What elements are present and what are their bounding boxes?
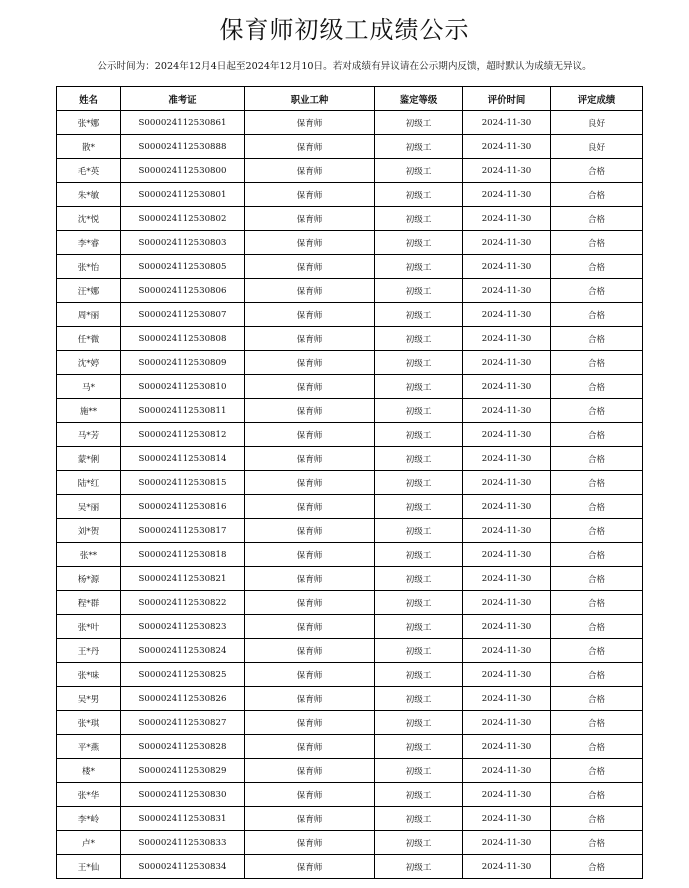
table-row xyxy=(57,615,643,639)
cell-eval-date: 2024-11-30 xyxy=(463,543,551,567)
cell-result: 合格 xyxy=(551,423,643,447)
cell-level: 初级工 xyxy=(375,327,463,351)
cell-result: 合格 xyxy=(551,567,643,591)
cell-level: 初级工 xyxy=(375,279,463,303)
cell-occupation: 保育师 xyxy=(245,831,375,855)
cell-exam-id: S000024112530811 xyxy=(121,399,245,423)
cell-result: 合格 xyxy=(551,399,643,423)
table-body xyxy=(57,111,643,879)
cell-eval-date: 2024-11-30 xyxy=(463,711,551,735)
cell-name: 散* xyxy=(57,135,121,159)
header-level: 鉴定等级 xyxy=(375,87,463,111)
table-row xyxy=(57,711,643,735)
cell-name: 张** xyxy=(57,543,121,567)
cell-result: 合格 xyxy=(551,855,643,879)
cell-exam-id: S000024112530831 xyxy=(121,807,245,831)
cell-eval-date: 2024-11-30 xyxy=(463,735,551,759)
cell-level: 初级工 xyxy=(375,759,463,783)
cell-eval-date: 2024-11-30 xyxy=(463,807,551,831)
cell-result: 合格 xyxy=(551,231,643,255)
cell-occupation: 保育师 xyxy=(245,495,375,519)
table-row xyxy=(57,783,643,807)
cell-occupation: 保育师 xyxy=(245,783,375,807)
cell-eval-date: 2024-11-30 xyxy=(463,855,551,879)
cell-result: 合格 xyxy=(551,711,643,735)
cell-eval-date: 2024-11-30 xyxy=(463,135,551,159)
cell-level: 初级工 xyxy=(375,831,463,855)
cell-eval-date: 2024-11-30 xyxy=(463,231,551,255)
cell-exam-id: S000024112530817 xyxy=(121,519,245,543)
cell-exam-id: S000024112530826 xyxy=(121,687,245,711)
table-row xyxy=(57,207,643,231)
cell-name: 李*岭 xyxy=(57,807,121,831)
cell-result: 合格 xyxy=(551,159,643,183)
cell-eval-date: 2024-11-30 xyxy=(463,615,551,639)
cell-exam-id: S000024112530829 xyxy=(121,759,245,783)
cell-level: 初级工 xyxy=(375,855,463,879)
cell-exam-id: S000024112530806 xyxy=(121,279,245,303)
cell-level: 初级工 xyxy=(375,591,463,615)
cell-name: 吴*丽 xyxy=(57,495,121,519)
cell-exam-id: S000024112530807 xyxy=(121,303,245,327)
table-row xyxy=(57,135,643,159)
table-row xyxy=(57,471,643,495)
publicity-notice: 公示时间为：2024年12月4日起至2024年12月10日。若对成绩有异议请在公示期内反馈，超时默认为成绩无异议。 xyxy=(97,61,592,72)
table-row xyxy=(57,495,643,519)
table-row xyxy=(57,639,643,663)
cell-result: 合格 xyxy=(551,471,643,495)
table-row xyxy=(57,327,643,351)
cell-eval-date: 2024-11-30 xyxy=(463,567,551,591)
cell-exam-id: S000024112530888 xyxy=(121,135,245,159)
cell-occupation: 保育师 xyxy=(245,303,375,327)
cell-name: 张*琪 xyxy=(57,711,121,735)
cell-occupation: 保育师 xyxy=(245,351,375,375)
cell-occupation: 保育师 xyxy=(245,855,375,879)
cell-name: 沈*婷 xyxy=(57,351,121,375)
cell-level: 初级工 xyxy=(375,663,463,687)
cell-result: 合格 xyxy=(551,783,643,807)
cell-name: 张*娜 xyxy=(57,111,121,135)
cell-level: 初级工 xyxy=(375,399,463,423)
cell-exam-id: S000024112530834 xyxy=(121,855,245,879)
cell-exam-id: S000024112530803 xyxy=(121,231,245,255)
cell-name: 周*丽 xyxy=(57,303,121,327)
cell-level: 初级工 xyxy=(375,519,463,543)
table-row xyxy=(57,447,643,471)
cell-level: 初级工 xyxy=(375,351,463,375)
table-row xyxy=(57,279,643,303)
cell-eval-date: 2024-11-30 xyxy=(463,183,551,207)
cell-result: 合格 xyxy=(551,759,643,783)
table-row xyxy=(57,807,643,831)
cell-name: 沈*悦 xyxy=(57,207,121,231)
cell-level: 初级工 xyxy=(375,135,463,159)
cell-level: 初级工 xyxy=(375,423,463,447)
table-row xyxy=(57,519,643,543)
cell-occupation: 保育师 xyxy=(245,423,375,447)
cell-result: 合格 xyxy=(551,375,643,399)
cell-result: 合格 xyxy=(551,687,643,711)
cell-name: 吴*男 xyxy=(57,687,121,711)
cell-level: 初级工 xyxy=(375,255,463,279)
cell-level: 初级工 xyxy=(375,231,463,255)
cell-eval-date: 2024-11-30 xyxy=(463,471,551,495)
cell-exam-id: S000024112530815 xyxy=(121,471,245,495)
cell-eval-date: 2024-11-30 xyxy=(463,111,551,135)
cell-occupation: 保育师 xyxy=(245,735,375,759)
cell-name: 王*丹 xyxy=(57,639,121,663)
cell-name: 朱*敏 xyxy=(57,183,121,207)
cell-exam-id: S000024112530830 xyxy=(121,783,245,807)
header-result: 评定成绩 xyxy=(551,87,643,111)
cell-exam-id: S000024112530802 xyxy=(121,207,245,231)
cell-eval-date: 2024-11-30 xyxy=(463,783,551,807)
cell-name: 张*叶 xyxy=(57,615,121,639)
cell-name: 楼* xyxy=(57,759,121,783)
cell-occupation: 保育师 xyxy=(245,279,375,303)
table-row xyxy=(57,351,643,375)
page-title: 保育师初级工成绩公示 xyxy=(219,16,470,44)
cell-exam-id: S000024112530822 xyxy=(121,591,245,615)
cell-name: 李*睿 xyxy=(57,231,121,255)
cell-level: 初级工 xyxy=(375,111,463,135)
cell-result: 合格 xyxy=(551,519,643,543)
cell-result: 合格 xyxy=(551,447,643,471)
cell-name: 程*群 xyxy=(57,591,121,615)
cell-eval-date: 2024-11-30 xyxy=(463,831,551,855)
cell-result: 合格 xyxy=(551,663,643,687)
cell-occupation: 保育师 xyxy=(245,207,375,231)
cell-occupation: 保育师 xyxy=(245,567,375,591)
cell-level: 初级工 xyxy=(375,543,463,567)
cell-name: 蒙*俐 xyxy=(57,447,121,471)
cell-level: 初级工 xyxy=(375,303,463,327)
cell-name: 马*芳 xyxy=(57,423,121,447)
cell-exam-id: S000024112530810 xyxy=(121,375,245,399)
cell-eval-date: 2024-11-30 xyxy=(463,663,551,687)
table-row xyxy=(57,375,643,399)
cell-exam-id: S000024112530809 xyxy=(121,351,245,375)
cell-eval-date: 2024-11-30 xyxy=(463,519,551,543)
cell-result: 合格 xyxy=(551,639,643,663)
cell-level: 初级工 xyxy=(375,183,463,207)
cell-eval-date: 2024-11-30 xyxy=(463,255,551,279)
cell-name: 平*燕 xyxy=(57,735,121,759)
cell-result: 合格 xyxy=(551,303,643,327)
cell-level: 初级工 xyxy=(375,495,463,519)
cell-eval-date: 2024-11-30 xyxy=(463,351,551,375)
cell-occupation: 保育师 xyxy=(245,639,375,663)
table-row xyxy=(57,591,643,615)
cell-eval-date: 2024-11-30 xyxy=(463,279,551,303)
cell-occupation: 保育师 xyxy=(245,375,375,399)
header-eval-date: 评价时间 xyxy=(463,87,551,111)
table-row xyxy=(57,663,643,687)
cell-exam-id: S000024112530805 xyxy=(121,255,245,279)
cell-eval-date: 2024-11-30 xyxy=(463,495,551,519)
cell-eval-date: 2024-11-30 xyxy=(463,447,551,471)
header-row xyxy=(57,87,643,111)
cell-result: 合格 xyxy=(551,279,643,303)
cell-exam-id: S000024112530801 xyxy=(121,183,245,207)
cell-level: 初级工 xyxy=(375,615,463,639)
cell-result: 良好 xyxy=(551,135,643,159)
cell-result: 合格 xyxy=(551,207,643,231)
cell-name: 张*怡 xyxy=(57,255,121,279)
cell-level: 初级工 xyxy=(375,447,463,471)
cell-result: 合格 xyxy=(551,543,643,567)
cell-level: 初级工 xyxy=(375,567,463,591)
cell-name: 任*微 xyxy=(57,327,121,351)
table-row xyxy=(57,735,643,759)
cell-occupation: 保育师 xyxy=(245,687,375,711)
cell-eval-date: 2024-11-30 xyxy=(463,375,551,399)
cell-name: 卢* xyxy=(57,831,121,855)
cell-name: 张*华 xyxy=(57,783,121,807)
table-row xyxy=(57,543,643,567)
cell-result: 合格 xyxy=(551,183,643,207)
table-row xyxy=(57,567,643,591)
table-row xyxy=(57,111,643,135)
cell-level: 初级工 xyxy=(375,807,463,831)
cell-exam-id: S000024112530827 xyxy=(121,711,245,735)
cell-result: 合格 xyxy=(551,807,643,831)
table-row xyxy=(57,423,643,447)
cell-result: 合格 xyxy=(551,591,643,615)
table-row xyxy=(57,399,643,423)
cell-result: 合格 xyxy=(551,735,643,759)
cell-exam-id: S000024112530821 xyxy=(121,567,245,591)
cell-name: 毛*英 xyxy=(57,159,121,183)
cell-occupation: 保育师 xyxy=(245,759,375,783)
header-exam-id: 准考证 xyxy=(121,87,245,111)
cell-name: 张*味 xyxy=(57,663,121,687)
cell-eval-date: 2024-11-30 xyxy=(463,639,551,663)
cell-name: 刘*贺 xyxy=(57,519,121,543)
cell-result: 合格 xyxy=(551,327,643,351)
cell-occupation: 保育师 xyxy=(245,447,375,471)
cell-result: 合格 xyxy=(551,831,643,855)
cell-level: 初级工 xyxy=(375,375,463,399)
cell-exam-id: S000024112530812 xyxy=(121,423,245,447)
cell-level: 初级工 xyxy=(375,159,463,183)
table-header xyxy=(57,87,643,111)
header-name: 姓名 xyxy=(57,87,121,111)
cell-level: 初级工 xyxy=(375,687,463,711)
cell-occupation: 保育师 xyxy=(245,591,375,615)
cell-level: 初级工 xyxy=(375,711,463,735)
cell-name: 王*仙 xyxy=(57,855,121,879)
cell-occupation: 保育师 xyxy=(245,255,375,279)
table-row xyxy=(57,831,643,855)
cell-occupation: 保育师 xyxy=(245,159,375,183)
cell-exam-id: S000024112530828 xyxy=(121,735,245,759)
cell-exam-id: S000024112530825 xyxy=(121,663,245,687)
table-row xyxy=(57,855,643,879)
cell-occupation: 保育师 xyxy=(245,111,375,135)
cell-exam-id: S000024112530808 xyxy=(121,327,245,351)
cell-result: 合格 xyxy=(551,495,643,519)
cell-name: 杨*源 xyxy=(57,567,121,591)
cell-occupation: 保育师 xyxy=(245,807,375,831)
cell-eval-date: 2024-11-30 xyxy=(463,591,551,615)
cell-exam-id: S000024112530814 xyxy=(121,447,245,471)
table-row xyxy=(57,303,643,327)
cell-eval-date: 2024-11-30 xyxy=(463,159,551,183)
cell-eval-date: 2024-11-30 xyxy=(463,327,551,351)
cell-eval-date: 2024-11-30 xyxy=(463,399,551,423)
cell-level: 初级工 xyxy=(375,639,463,663)
cell-eval-date: 2024-11-30 xyxy=(463,423,551,447)
table-row xyxy=(57,687,643,711)
cell-occupation: 保育师 xyxy=(245,711,375,735)
table-row xyxy=(57,183,643,207)
cell-result: 合格 xyxy=(551,615,643,639)
cell-exam-id: S000024112530861 xyxy=(121,111,245,135)
cell-occupation: 保育师 xyxy=(245,327,375,351)
cell-name: 汪*娜 xyxy=(57,279,121,303)
cell-level: 初级工 xyxy=(375,735,463,759)
cell-level: 初级工 xyxy=(375,207,463,231)
cell-occupation: 保育师 xyxy=(245,183,375,207)
cell-result: 良好 xyxy=(551,111,643,135)
cell-occupation: 保育师 xyxy=(245,519,375,543)
results-table xyxy=(56,86,643,879)
cell-name: 马* xyxy=(57,375,121,399)
cell-level: 初级工 xyxy=(375,783,463,807)
cell-exam-id: S000024112530833 xyxy=(121,831,245,855)
header-occupation: 职业工种 xyxy=(245,87,375,111)
cell-eval-date: 2024-11-30 xyxy=(463,303,551,327)
cell-exam-id: S000024112530824 xyxy=(121,639,245,663)
cell-occupation: 保育师 xyxy=(245,399,375,423)
table-row xyxy=(57,231,643,255)
cell-eval-date: 2024-11-30 xyxy=(463,687,551,711)
cell-occupation: 保育师 xyxy=(245,231,375,255)
table-row xyxy=(57,759,643,783)
cell-result: 合格 xyxy=(551,351,643,375)
cell-level: 初级工 xyxy=(375,471,463,495)
cell-exam-id: S000024112530800 xyxy=(121,159,245,183)
table-row xyxy=(57,159,643,183)
cell-occupation: 保育师 xyxy=(245,615,375,639)
cell-exam-id: S000024112530818 xyxy=(121,543,245,567)
cell-exam-id: S000024112530816 xyxy=(121,495,245,519)
cell-occupation: 保育师 xyxy=(245,663,375,687)
cell-occupation: 保育师 xyxy=(245,471,375,495)
cell-name: 陆*红 xyxy=(57,471,121,495)
cell-name: 施** xyxy=(57,399,121,423)
cell-exam-id: S000024112530823 xyxy=(121,615,245,639)
cell-eval-date: 2024-11-30 xyxy=(463,759,551,783)
cell-occupation: 保育师 xyxy=(245,543,375,567)
cell-eval-date: 2024-11-30 xyxy=(463,207,551,231)
cell-result: 合格 xyxy=(551,255,643,279)
cell-occupation: 保育师 xyxy=(245,135,375,159)
table-row xyxy=(57,255,643,279)
